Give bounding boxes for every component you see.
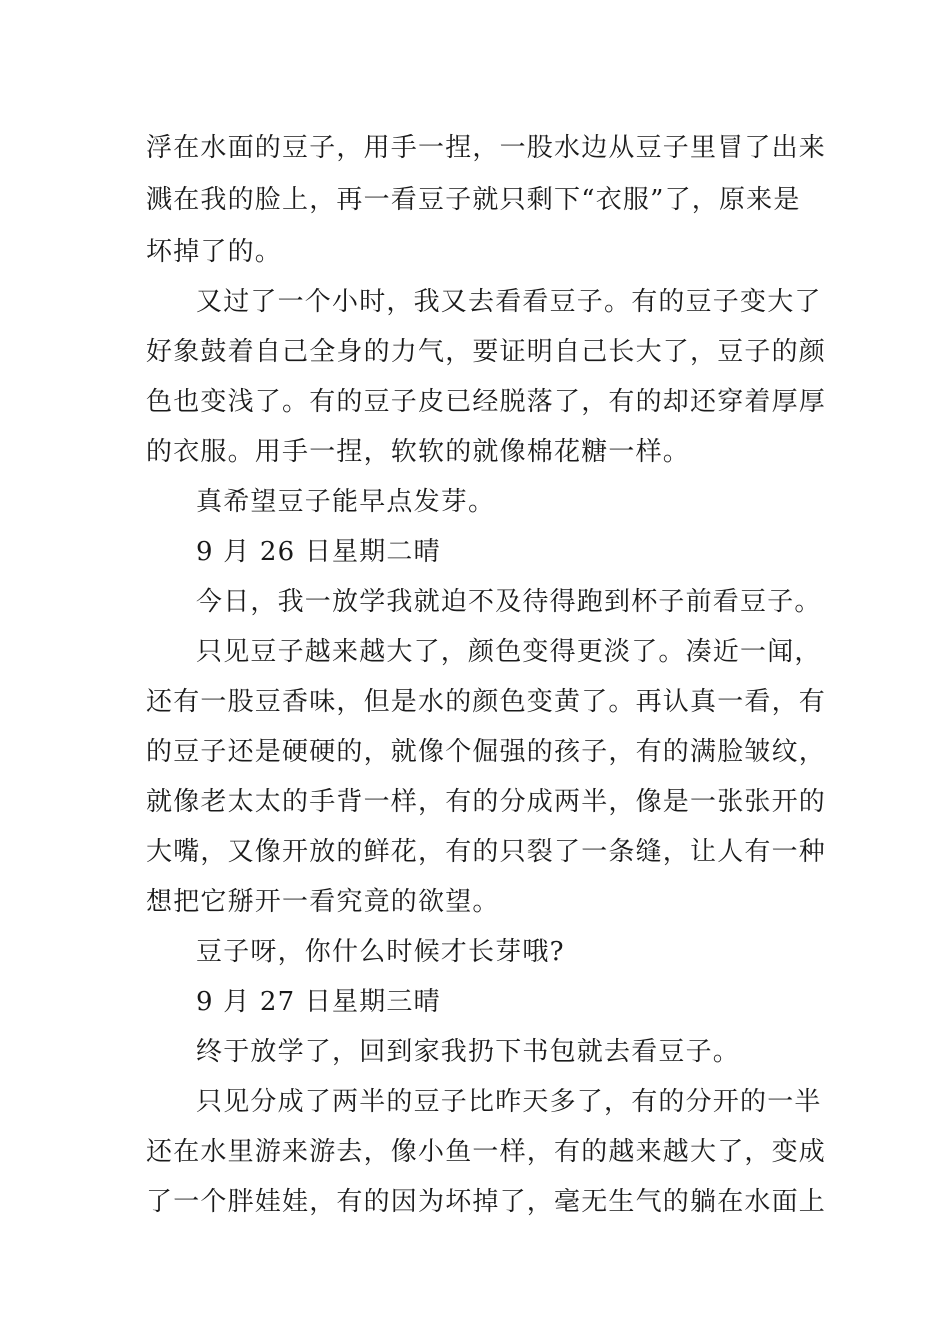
text-line: 还在水里游来游去，像小鱼一样，有的越来越大了，变成 bbox=[146, 1137, 827, 1167]
text-line: 的豆子还是硬硬的，就像个倔强的孩子，有的满脸皱纹， bbox=[146, 737, 827, 767]
text-line: 想把它掰开一看究竟的欲望。 bbox=[146, 887, 500, 917]
text-line: 色也变浅了。有的豆子皮已经脱落了，有的却还穿着厚厚 bbox=[146, 387, 827, 417]
text-line: 大嘴，又像开放的鲜花，有的只裂了一条缝，让人有一种 bbox=[146, 837, 827, 867]
text-line: 了一个胖娃娃，有的因为坏掉了，毫无生气的躺在水面上 bbox=[146, 1187, 827, 1217]
text-line: 今日，我一放学我就迫不及待得跑到杯子前看豆子。 bbox=[196, 587, 822, 617]
text-line: 溅在我的脸上，再一看豆子就只剩下“衣服”了，原来是 bbox=[146, 185, 801, 215]
text-line: 坏掉了的。 bbox=[146, 237, 283, 267]
text-line: 9 月 27 日星期三晴 bbox=[196, 987, 441, 1017]
text-line: 好象鼓着自己全身的力气，要证明自己长大了，豆子的颜 bbox=[146, 337, 827, 367]
text-line: 又过了一个小时，我又去看看豆子。有的豆子变大了 bbox=[196, 287, 822, 317]
text-line: 豆子呀，你什么时候才长芽哦? bbox=[196, 937, 565, 967]
text-line: 9 月 26 日星期二晴 bbox=[196, 537, 441, 567]
text-line: 终于放学了，回到家我扔下书包就去看豆子。 bbox=[196, 1037, 741, 1067]
text-line: 就像老太太的手背一样，有的分成两半，像是一张张开的 bbox=[146, 787, 827, 817]
text-line: 还有一股豆香味，但是水的颜色变黄了。再认真一看，有 bbox=[146, 687, 827, 717]
text-line: 真希望豆子能早点发芽。 bbox=[196, 487, 496, 517]
text-line: 只见分成了两半的豆子比昨天多了，有的分开的一半 bbox=[196, 1087, 822, 1117]
text-line: 的衣服。用手一捏，软软的就像棉花糖一样。 bbox=[146, 437, 691, 467]
text-line: 只见豆子越来越大了，颜色变得更淡了。凑近一闻， bbox=[196, 637, 822, 667]
text-line: 浮在水面的豆子，用手一捏，一股水边从豆子里冒了出来 bbox=[146, 133, 827, 163]
